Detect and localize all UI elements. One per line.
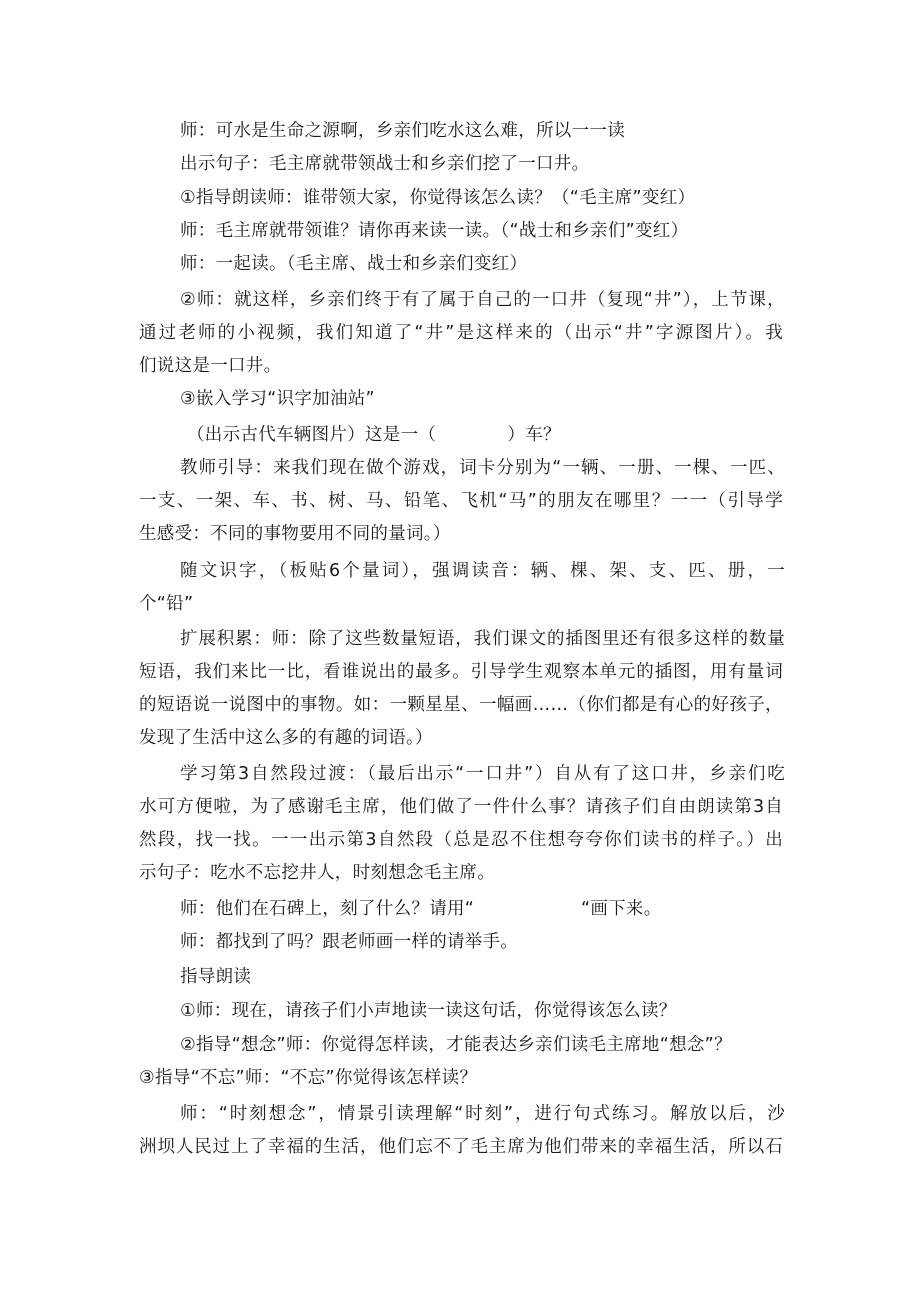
text-line: ②师：就这样，乡亲们终于有了属于自己的一口井（复现“井”），上节课， bbox=[180, 290, 785, 310]
text-line: 水可方便啦，为了感谢毛主席，他们做了一件什么事？请孩子们自由朗读第3自 bbox=[139, 797, 783, 817]
text-line: 生感受：不同的事物要用不同的量词。） bbox=[139, 524, 451, 544]
text-line: 洲坝人民过上了幸福的生活，他们忘不了毛主席为他们带来的幸福生活，所以石 bbox=[139, 1137, 783, 1157]
text-line: 师：可水是生命之源啊，乡亲们吃水这么难，所以一一读 bbox=[180, 121, 625, 141]
text-line: 学习第3自然段过渡：（最后出示“一口井”）自从有了这口井，乡亲们吃 bbox=[180, 764, 785, 784]
text-line: 一支、一架、车、书、树、马、铅笔、飞机“马”的朋友在哪里？一一（引导学 bbox=[139, 491, 783, 511]
text-line: 然段，找一找。一一出示第3自然段（总是忍不住想夸夸你们读书的样子。）出 bbox=[139, 830, 783, 850]
text-line: 们说这是一口井。 bbox=[139, 356, 282, 376]
text-line: ①指导朗读师：谁带领大家，你觉得该怎么读？（“毛主席”变红） bbox=[180, 188, 696, 208]
text-line: 师：他们在石碑上，刻了什么？请用“ “画下来。 bbox=[180, 899, 662, 919]
text-line: 发现了生活中这么多的有趣的词语。） bbox=[139, 728, 433, 748]
text-line: ②指导“想念”师：你觉得怎样读，才能表达乡亲们读毛主席地“想念”？ bbox=[180, 1035, 732, 1055]
text-line: ①师：现在，请孩子们小声地读一读这句话，你觉得该怎么读？ bbox=[180, 1001, 677, 1021]
text-line: 师：一起读。（毛主席、战士和乡亲们变红） bbox=[180, 254, 528, 274]
text-line: 出示句子：毛主席就带领战士和乡亲们挖了一口井。 bbox=[180, 154, 590, 174]
text-line: ③指导“不忘”师：“不忘”你觉得该怎样读？ bbox=[139, 1068, 478, 1088]
text-line: 师：毛主席就带领谁？请你再来读一读。（“战士和乡亲们”变红） bbox=[180, 221, 689, 241]
text-line: 示句子：吃水不忘挖井人，时刻想念毛主席。 bbox=[139, 863, 495, 883]
text-line: 个“铅” bbox=[139, 594, 194, 614]
text-line: 随文识字，（板贴6个量词），强调读音：辆、棵、架、支、匹、册，一 bbox=[180, 561, 785, 581]
text-line: 教师引导：来我们现在做个游戏，词卡分别为“一辆、一册、一棵、一匹、 bbox=[180, 458, 785, 478]
text-line: 指导朗读 bbox=[180, 967, 252, 987]
text-line: 扩展积累：师：除了这些数量短语，我们课文的插图里还有很多这样的数量 bbox=[180, 629, 785, 649]
text-line: 的短语说一说图中的事物。如：一颗星星、一幅画……（你们都是有心的好孩子， bbox=[139, 695, 783, 715]
text-line: 师：“时刻想念”，情景引读理解“时刻”，进行句式练习。解放以后，沙 bbox=[180, 1104, 785, 1124]
text-line: 通过老师的小视频，我们知道了“井”是这样来的（出示“井”字源图片）。我 bbox=[139, 323, 783, 343]
text-line: ③嵌入学习“识字加油站” bbox=[180, 389, 375, 409]
text-line: 师：都找到了吗？跟老师画一样的请举手。 bbox=[180, 932, 519, 952]
text-line: 短语，我们来比一比，看谁说出的最多。引导学生观察本单元的插图，用有量词 bbox=[139, 662, 783, 682]
text-line: （出示古代车辆图片）这是一（ ）车？ bbox=[187, 425, 561, 445]
